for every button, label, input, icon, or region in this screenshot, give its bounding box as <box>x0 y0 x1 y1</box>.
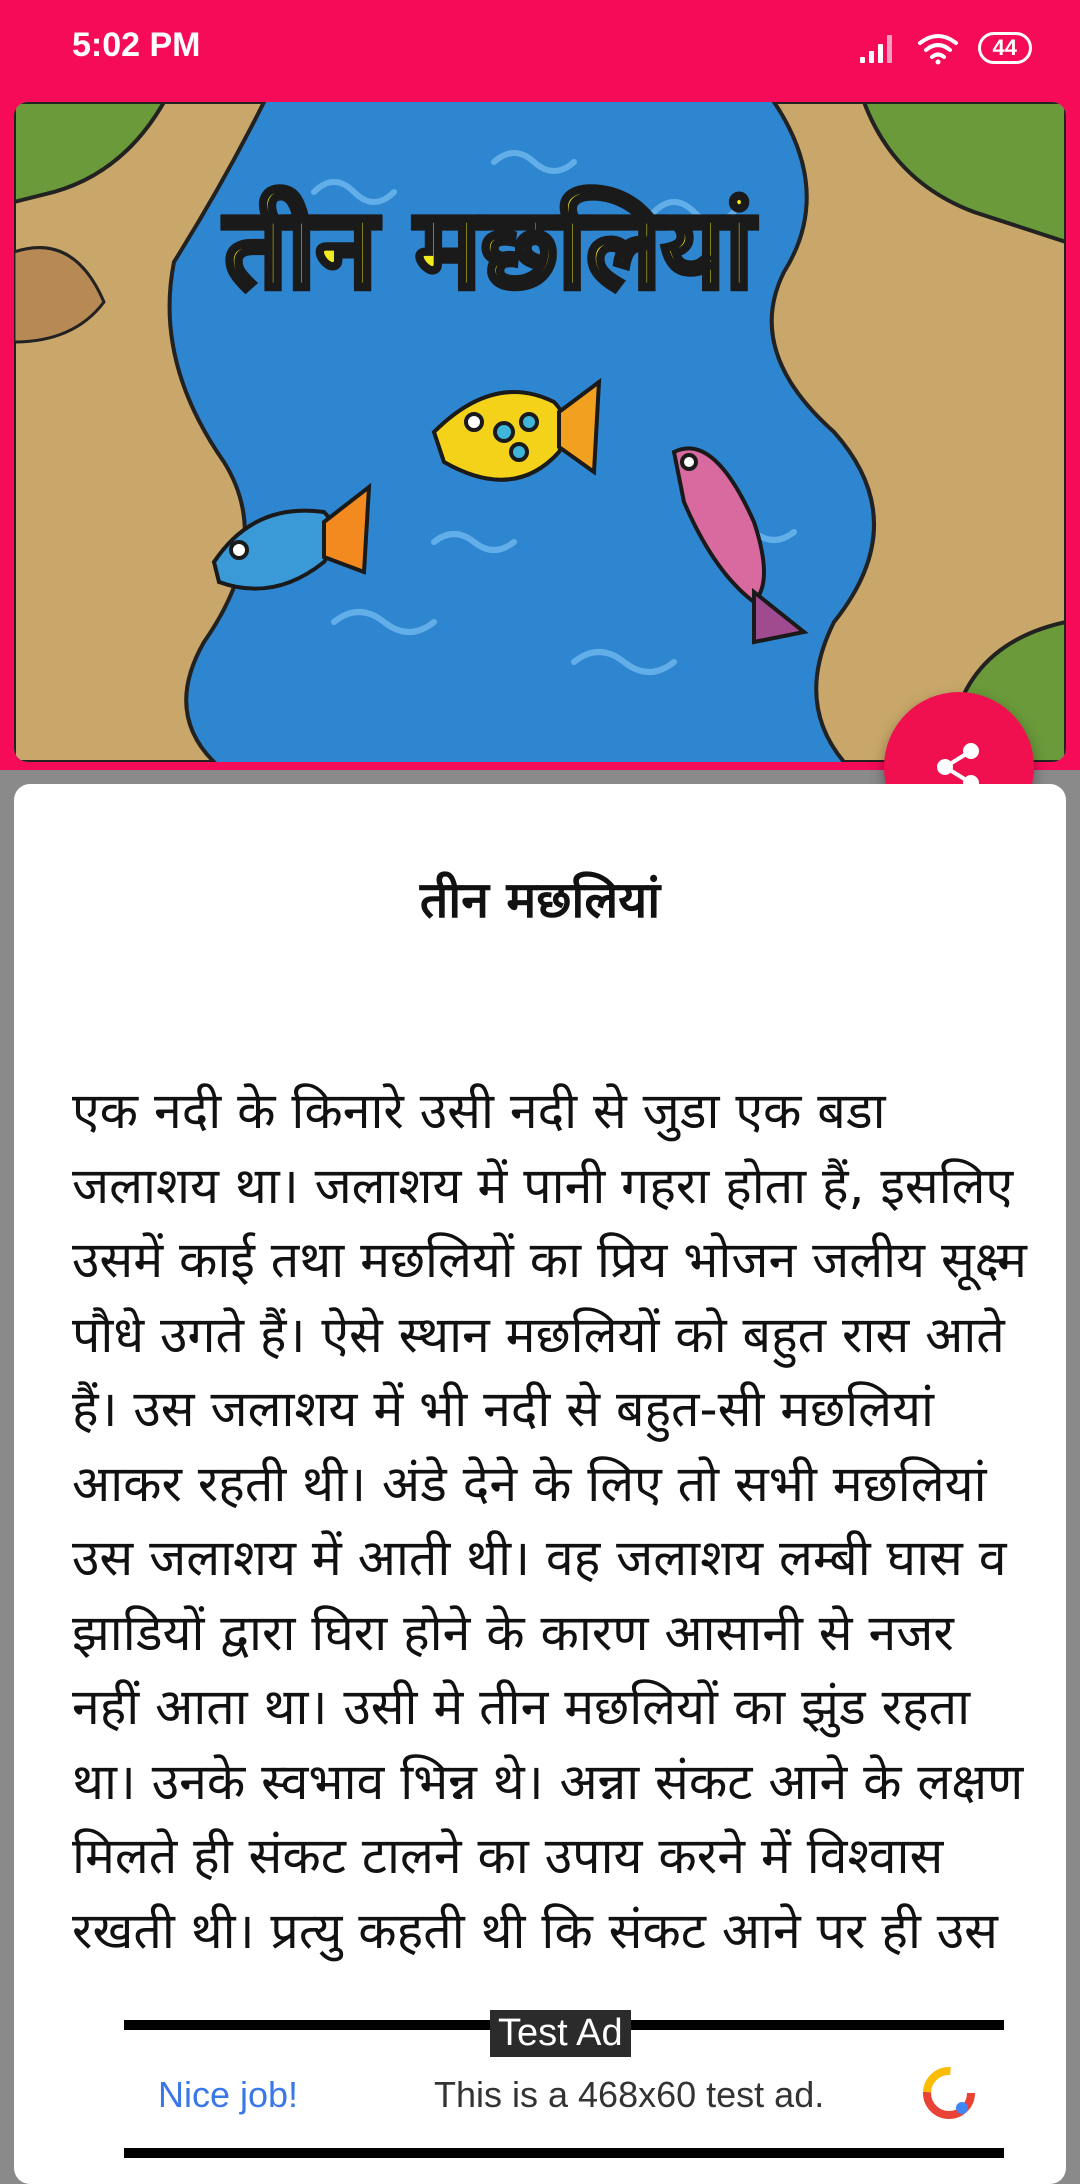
hero-title: तीन मछलियां <box>224 185 754 313</box>
status-bar <box>0 0 1080 100</box>
story-title: तीन मछलियां <box>419 871 661 929</box>
hero-image <box>14 102 1066 762</box>
ad-headline[interactable]: Nice job! <box>158 2074 299 2115</box>
ad-logo-icon <box>920 2064 978 2122</box>
status-time: 5:02 PM <box>72 26 201 64</box>
hero-illustration <box>14 102 1066 762</box>
battery-indicator <box>978 32 1032 64</box>
ad-label: Test Ad <box>490 2010 631 2057</box>
test-ad-banner[interactable] <box>124 2012 1004 2158</box>
story-card <box>14 784 1066 2184</box>
wifi-icon <box>916 31 960 65</box>
signal-icon <box>858 31 898 65</box>
battery-level: 44 <box>992 35 1017 60</box>
story-body: एक नदी के किनारे उसी नदी से जुडा एक बडा जलाशय था। जलाशय में पानी गहरा होता हैं, इसलिए उसमें काई तथा मछलियों का प्रिय भोजन जलीय सूक्ष्म पौधे उगते हैं। ऐसे स्थान मछलियों को बहुत रास आते हैं। उस जलाशय में भी नदी से बहुत-सी मछलियां आकर रहती थी। अंडे देने के लिए तो सभी मछलियां उस जलाशय में आती थी। वह जलाशय लम्बी घास व झाडियों द्वारा घिरा होने के कारण आसानी से नजर नहीं आता था। उसी मे तीन मछलियों का झुंड रहता था। उनके स्वभाव भिन्न थे। अन्ना संकट आने के लक्षण मिलते ही संकट टालने का उपाय करने में विश्वास रखती थी। प्रत्यु कहती थी कि संकट आने पर ही उस <box>72 1082 1027 1960</box>
status-icons <box>858 28 1032 68</box>
ad-description: This is a 468x60 test ad. <box>434 2074 825 2115</box>
